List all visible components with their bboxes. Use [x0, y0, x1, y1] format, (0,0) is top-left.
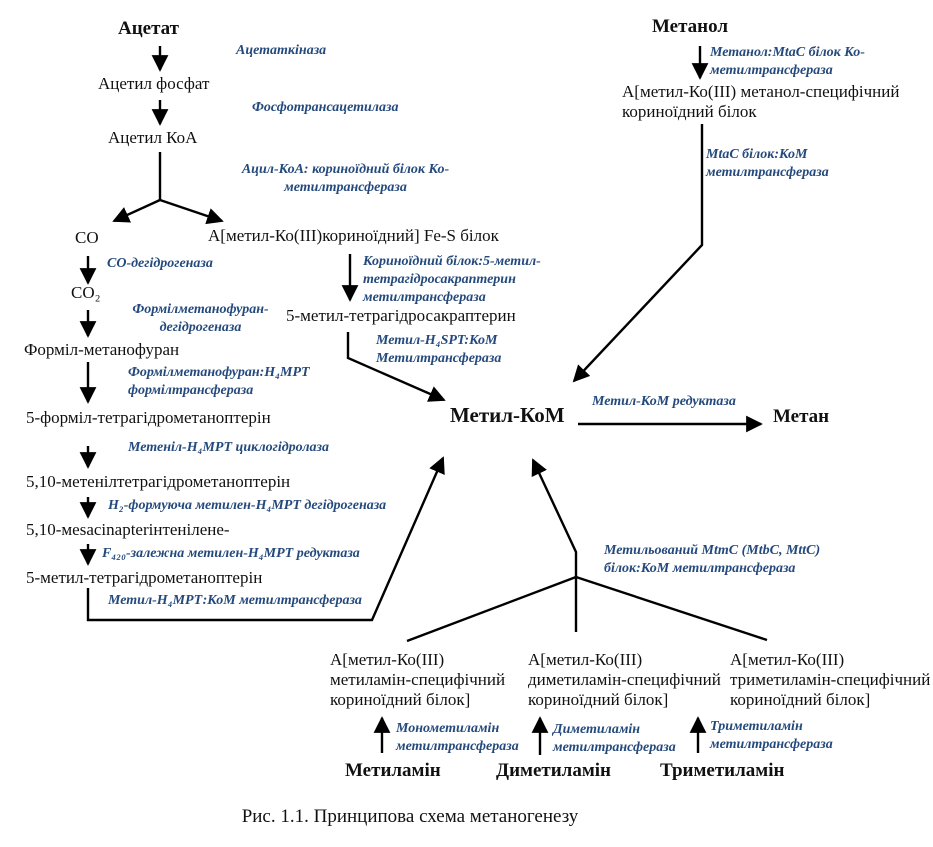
node-tma-protein: А[метил-Ко(III) триметиламін-специфічний кориноїдний білок]	[730, 650, 931, 710]
node-methylene-h4mpt: 5,10-меsacinapterінтенілене-	[26, 520, 230, 539]
enzyme-co-dehydrogenase: СО-дегідрогеназа	[107, 256, 213, 271]
arrow-fork-to-co	[114, 200, 160, 221]
fan-branch-left	[407, 577, 576, 641]
node-formyl-h4mpt: 5-форміл-тетрагідрометаноптерін	[26, 408, 271, 427]
enzyme-mtac-com-mt: MtaC білок:КоМ метилтрансфераза	[706, 147, 829, 181]
enzyme-methanol-mtac-mt: Метанол:MtaC білок Ко-метилтрансфераза	[710, 45, 865, 79]
node-methyl-h4mpt: 5-метил-тетрагідрометаноптерін	[26, 568, 263, 587]
arrow-fork-to-fes-protein	[160, 200, 222, 221]
enzyme-fmf-dehydrogenase: Формілметанофуран-дегідрогеназа	[132, 302, 269, 336]
node-methenyl-h4mpt: 5,10-метенілтетрагідрометаноптерін	[26, 472, 291, 491]
enzyme-methylated-mtmc-mt: Метильований MtmC (MtbC, MttC) білок:КоМ метилтрансфераза	[604, 543, 821, 577]
node-methanol-protein: А[метил-Ко(III) метанол-специфічний кориноїдний білок	[622, 82, 900, 122]
arrow-fan-to-methylcom	[533, 460, 576, 632]
node-methyl-h4spt: 5-метил-тетрагідросакраптерин	[286, 306, 516, 325]
enzyme-methyl-com-reductase: Метил-КоМ редуктаза	[592, 394, 736, 409]
node-dma-protein: А[метил-Ко(III) диметиламін-специфічний кориноїдний білок]	[528, 650, 721, 710]
node-acetyl-coa: Ацетил КоА	[108, 128, 198, 147]
node-methane: Метан	[773, 406, 830, 427]
enzyme-fmf-formyltransferase: Формілметанофуран:Н₄МРТ формілтрансфераза	[128, 365, 310, 399]
enzyme-methenyl-cyclohydrolase: Метеніл-Н₄МРТ циклогідролаза	[128, 440, 329, 455]
node-fes-protein: А[метил-Ко(III)кориноїдний] Fe-S білок	[208, 226, 499, 245]
fan-branch-right	[576, 577, 767, 640]
enzyme-monomethylamine-mt: Монометиламін метилтрансфераза	[396, 721, 519, 755]
enzyme-methyl-h4mpt-mt: Метил-Н₄МРТ:КоМ метилтрансфераза	[108, 593, 362, 608]
node-acetate: Ацетат	[118, 18, 180, 39]
node-dimethylamine: Диметиламін	[496, 760, 612, 781]
enzyme-dimethylamine-mt: Диметиламін метилтрансфераза	[553, 722, 676, 756]
node-co2: CO₂	[71, 283, 101, 302]
node-formyl-methanofuran: Форміл-метанофуран	[24, 340, 180, 359]
node-acetyl-phosphate: Ацетил фосфат	[98, 74, 210, 93]
node-methyl-com: Метил-КоМ	[450, 403, 565, 427]
node-trimethylamine: Триметиламін	[660, 760, 785, 781]
enzyme-acetate-kinase: Ацетаткіназа	[236, 43, 327, 58]
arrow-methanolprotein-to-methylcom	[574, 124, 702, 381]
node-methanol: Метанол	[652, 16, 729, 37]
enzyme-f420-reductase: F₄₂₀-залежна метилен-Н₄МРТ редуктаза	[102, 546, 360, 561]
node-methylamine: Метиламін	[345, 760, 441, 781]
node-mma-protein: А[метил-Ко(III) метиламін-специфічний кориноїдний білок]	[330, 650, 506, 710]
enzyme-h2-forming-dehydrogenase: Н₂-формуюча метилен-Н₄МРТ дегідрогеназа	[108, 498, 387, 513]
node-co: CO	[75, 228, 99, 247]
enzyme-trimethylamine-mt: Триметиламін метилтрансфераза	[710, 719, 833, 753]
figure-caption: Рис. 1.1. Принципова схема метаногенезу	[241, 806, 579, 827]
enzyme-methyl-h4spt-mt: Метил-Н₄SPT:КоМ Метилтрансфераза	[376, 333, 502, 367]
enzyme-phosphotransacetylase: Фосфотрансацетилаза	[252, 100, 399, 115]
enzyme-acyl-coa-mt: Ацил-КоА: кориноїдний білок Ко-метилтрансфераза	[241, 162, 450, 196]
enzyme-corrinoid-mt: Кориноїдний білок:5-метил-тетрагідросакраптерин метилтрансфераза	[363, 254, 541, 306]
